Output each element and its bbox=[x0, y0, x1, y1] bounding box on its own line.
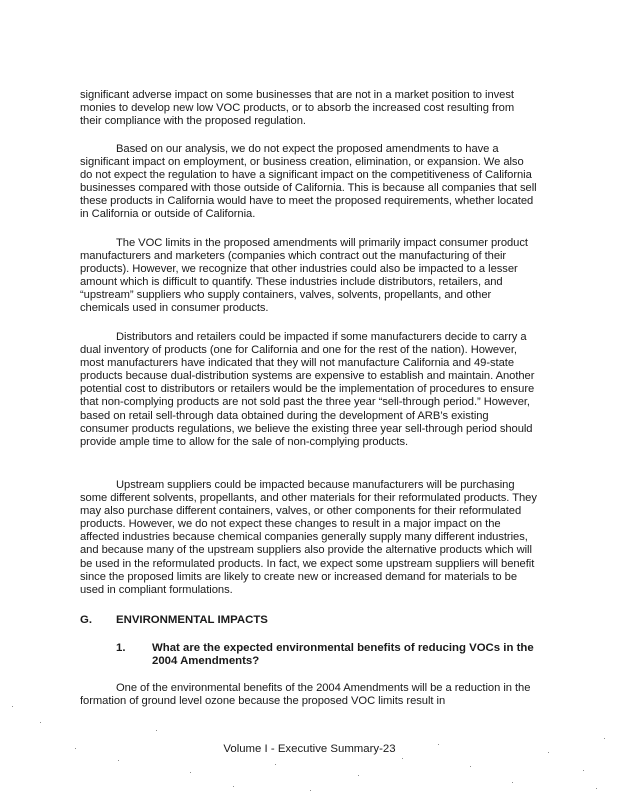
scan-speck bbox=[156, 730, 157, 731]
closing-paragraph: One of the environmental benefits of the 2004 Amendments will be a reduction in the formation of ground level ozone because the proposed VOC limits result in bbox=[80, 682, 531, 708]
question-text: What are the expected environmental benefits of reducing VOCs in the 2004 Amendments? bbox=[152, 642, 534, 668]
section-title: ENVIRONMENTAL IMPACTS bbox=[116, 614, 268, 626]
scan-speck bbox=[40, 722, 41, 723]
paragraph-3: The VOC limits in the proposed amendments will primarily impact consumer product manufacturers and marketers (companies which contract out the manufacturing of their products). However, we recognize that other industries could also be impacted to a lesser amount which is difficult to quantify. These industries include distributors, retailers, and “upstream” suppliers who supply containers, valves, solvents, propellants, and other chemicals used in consumer products. bbox=[80, 237, 528, 315]
paragraph-5: Upstream suppliers could be impacted because manufacturers will be purchasing some different solvents, propellants, and other materials for their reformulated products. They may also purchase different containers, valves, or other components for their reformulated products. However, we do not expect these changes to result in a major impact on the affected industries because chemical companies generally supply many different industries, and because many of the upstream suppliers also provide the alternative products which will be used in the reformulated products. In fact, we expect some upstream suppliers will benefit since the proposed limits are likely to create new or increased demand for materials to be used in compliant formulations. bbox=[80, 479, 537, 596]
scan-speck bbox=[190, 772, 191, 773]
scan-speck bbox=[470, 766, 471, 767]
paragraph-1: significant adverse impact on some businesses that are not in a market position to invest monies to develop new low VOC products, or to absorb the increased cost resulting from their compliance with the proposed regulation. bbox=[80, 89, 515, 128]
scan-speck bbox=[512, 782, 513, 783]
scan-speck bbox=[548, 752, 549, 753]
scan-speck bbox=[402, 758, 403, 759]
section-letter: G. bbox=[80, 614, 93, 626]
scan-speck bbox=[233, 786, 234, 787]
paragraph-4: Distributors and retailers could be impacted if some manufacturers decide to carry a dual inventory of products (one for California and one for the rest of the nation). However, most manufacturers have indicated that they will not manufacture California and 49-state products because dual-distribution systems are expensive to establish and maintain. Another potential cost to distributors or retailers would be the implementation of procedures to ensure that non-complying products are not sold past the three year “sell-through period.” However, based on retail sell-through data obtained during the development of ARB’s existing consumer products regulations, we believe the existing three year sell-through period should provide ample time to allow for the sale of non-complying products. bbox=[80, 331, 535, 448]
question-number: 1. bbox=[116, 642, 126, 654]
scan-speck bbox=[583, 770, 584, 771]
scan-speck bbox=[275, 764, 276, 765]
scan-speck bbox=[12, 706, 13, 707]
scan-speck bbox=[118, 760, 119, 761]
scan-speck bbox=[75, 748, 76, 749]
scan-speck bbox=[310, 790, 311, 791]
scan-speck bbox=[596, 788, 597, 789]
paragraph-2: Based on our analysis, we do not expect the proposed amendments to have a significant impact on employment, or business creation, elimination, or expansion. We also do not expect the regulation to have a significant impact on the competitiveness of California businesses compared with those outside of California. This is because all companies that sell these products in California would have to meet the proposed requirements, whether located in California or outside of California. bbox=[80, 143, 537, 221]
scan-speck bbox=[604, 738, 605, 739]
page-footer: Volume I - Executive Summary-23 bbox=[223, 743, 396, 755]
scan-speck bbox=[438, 744, 439, 745]
scan-speck bbox=[358, 775, 359, 776]
